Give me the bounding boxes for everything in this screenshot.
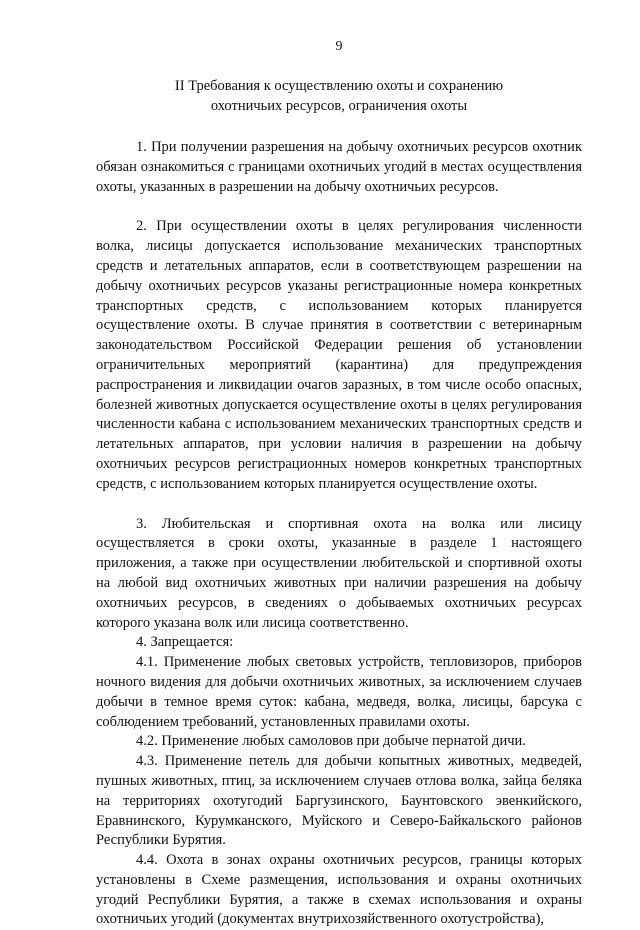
paragraph-1: 1. При получении разрешения на добычу охотничьих ресурсов охотник обязан ознакомиться с границами охотничьих угодий в местах осуществления охоты, указанных в разрешении на добычу охотничьих ресурсов. bbox=[96, 139, 582, 195]
section-heading-line-2: охотничьих ресурсов, ограничения охоты bbox=[210, 98, 468, 114]
paragraph-4: 4. Запрещается: bbox=[136, 634, 234, 651]
section-heading bbox=[96, 76, 582, 116]
page-number: 9 bbox=[335, 39, 343, 54]
paragraph-4-3: 4.3. Применение петель для добычи копытных животных, медведей, пушных животных, птиц, за исключением случаев отлова волка, зайца беляка на территориях охотугодий Баргузинского, Баунтовского эвенкийского, Еравнинского, Курумканского, Муйского и Северо-Байкальского районов Республики Бурятия. bbox=[96, 753, 582, 849]
paragraph-3: 3. Любительская и спортивная охота на волка или лисицу осуществляется в сроки охоты, указанные в разделе 1 настоящего приложения, а также при осуществлении любительской и спортивной охоты на любой вид охотничьих животных при наличии разрешения на добычу охотничьих ресурсов, в сведениях о добываемых охотничьих ресурсах которого указана волк или лисица соответственно. bbox=[96, 515, 582, 631]
paragraph-4-2: 4.2. Применение любых самоловов при добыче пернатой дичи. bbox=[136, 733, 526, 750]
paragraph-2: 2. При осуществлении охоты в целях регулирования численности волка, лисицы допускается использование механических транспортных средств и летательных аппаратов, если в соответствующем разрешении на добычу охотничьих ресурсов указаны регистрационные номера конкретных транспортных средств, с использованием которых планируется осуществление охоты. В случае принятия в соответствии с ветеринарным законодательством Российской Федерации решения об установлении ограничительных мероприятий (карантина) для предупреждения распространения и ликвидации очагов заразных, в том числе особо опасных, болезней животных допускается осуществление охоты в целях регулирования численности кабана с использованием механических транспортных средств и летательных аппаратов, при условии наличия в разрешении на добычу охотничьих ресурсов регистрационных номеров конкретных транспортных средств, с использованием которых планируется осуществление охоты. bbox=[96, 218, 582, 492]
paragraph-4-4: 4.4. Охота в зонах охраны охотничьих ресурсов, границы которых установлены в Схеме размещения, использования и охраны охотничьих угодий Республики Бурятия, а также в схемах использования и охраны охотничьих угодий (документах внутрихозяйственного охотустройства), bbox=[96, 852, 582, 928]
paragraph-4-1: 4.1. Применение любых световых устройств, тепловизоров, приборов ночного видения для добычи охотничьих животных, за исключением случаев добычи в темное время суток: кабана, медведя, волка, лисицы, барсука с соблюдением требований, установленных правилами охоты. bbox=[96, 654, 582, 730]
section-heading-line-1: II Требования к осуществлению охоты и сохранению bbox=[174, 78, 504, 94]
